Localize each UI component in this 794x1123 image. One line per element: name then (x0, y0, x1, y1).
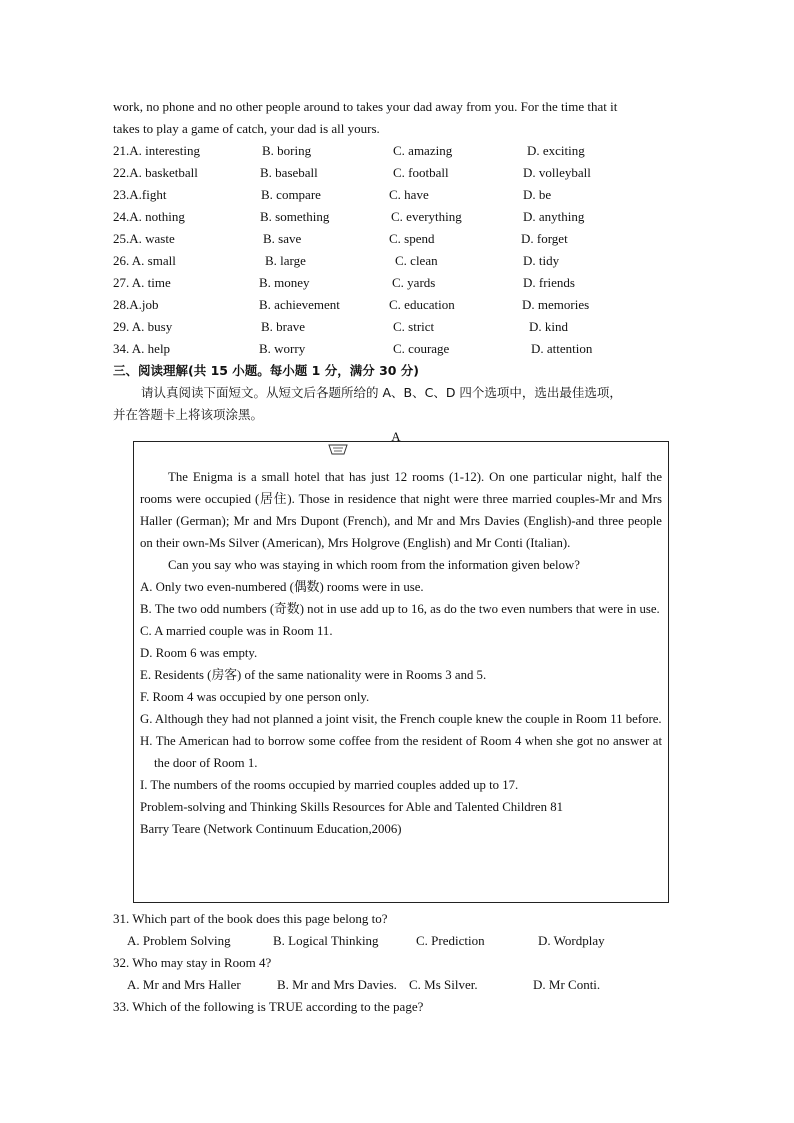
cloze-row (113, 228, 683, 250)
option-b: B. baseball (260, 165, 318, 180)
clue-item: H. The American had to borrow some coffee from the resident of Room 4 when she got no answer at the door of Room 1. (140, 734, 662, 770)
option-c: C. spend (389, 231, 435, 246)
answer-d: D. Wordplay (538, 933, 605, 948)
answer-b: B. Logical Thinking (273, 933, 379, 948)
clue-item: C. A married couple was in Room 11. (140, 624, 333, 638)
option-b: B. compare (261, 187, 321, 202)
option-c: C. football (393, 165, 449, 180)
passage-paragraph: The Enigma is a small hotel that has just 12 rooms (1-12). On one particular night, half the rooms were occupied (居住). Those in residence that night were three married couples-Mr and Mrs Haller (German); Mr and Mrs Dupont (French), and Mr and Mrs Davies (English)-and three people on their own-Ms Silver (American), Mrs Holgrove (English) and Mr Conti (Italian). (140, 470, 662, 550)
answer-a: A. Problem Solving (127, 933, 231, 948)
clue-item: A. Only two even-numbered (偶数) rooms were in use. (140, 580, 424, 594)
option-a: 23.A.fight (113, 187, 167, 202)
answer-c: C. Ms Silver. (409, 977, 478, 992)
intro-line: work, no phone and no other people around to takes your dad away from you. For the time that it (113, 99, 618, 114)
cloze-row (113, 184, 683, 206)
questions (113, 908, 683, 1018)
clue-item: I. The numbers of the rooms occupied by married couples added up to 17. (140, 778, 519, 792)
passage-source: Problem-solving and Thinking Skills Resources for Able and Talented Children 81 (140, 800, 564, 814)
option-d: D. be (523, 187, 552, 202)
section-instruction: 请认真阅读下面短文。从短文后各题所给的 A、B、C、D 四个选项中，选出最佳选项， (141, 385, 622, 400)
option-d: D. anything (523, 209, 585, 224)
document-page (113, 96, 683, 448)
answer-b: B. Mr and Mrs Davies. (277, 977, 397, 992)
option-d: D. attention (531, 341, 593, 356)
option-b: B. achievement (259, 297, 340, 312)
option-c: C. strict (393, 319, 435, 334)
option-c: C. amazing (393, 143, 453, 158)
option-c: C. education (389, 297, 455, 312)
option-b: B. large (265, 253, 306, 268)
intro-line: takes to play a game of catch, your dad is all yours. (113, 121, 380, 136)
option-d: D. friends (523, 275, 575, 290)
option-d: D. kind (529, 319, 568, 334)
option-b: B. money (259, 275, 310, 290)
option-a: 24.A. nothing (113, 209, 185, 224)
cloze-row (113, 206, 683, 228)
question-stem: 33. Which of the following is TRUE according to the page? (113, 999, 424, 1014)
cloze-row (113, 294, 683, 316)
clue-item: E. Residents (房客) of the same nationality were in Rooms 3 and 5. (140, 668, 487, 682)
cloze-row (113, 250, 683, 272)
passage-label: A (391, 429, 401, 444)
cloze-row (113, 162, 683, 184)
option-c: C. clean (395, 253, 438, 268)
answer-row (113, 930, 683, 952)
clue-item: D. Room 6 was empty. (140, 646, 258, 660)
passage-content (140, 466, 662, 840)
cloze-options (113, 140, 683, 360)
option-c: C. have (389, 187, 429, 202)
passage-source: Barry Teare (Network Continuum Education,2006) (140, 822, 402, 836)
section-title: 三、阅读理解(共 15 小题。每小题 1 分，满分 30 分) (113, 363, 420, 378)
option-a: 28.A.job (113, 297, 159, 312)
cloze-row (113, 272, 683, 294)
option-a: 29. A. busy (113, 319, 173, 334)
question-stem: 32. Who may stay in Room 4? (113, 955, 272, 970)
option-d: D. memories (522, 297, 590, 312)
answer-a: A. Mr and Mrs Haller (127, 977, 241, 992)
option-a: 22.A. basketball (113, 165, 198, 180)
passage-box (133, 441, 669, 903)
option-c: C. yards (392, 275, 436, 290)
option-c: C. courage (393, 341, 450, 356)
answer-c: C. Prediction (416, 933, 485, 948)
option-d: D. forget (521, 231, 568, 246)
option-d: D. tidy (523, 253, 560, 268)
option-b: B. brave (261, 319, 306, 334)
option-b: B. boring (262, 143, 312, 158)
clue-item: B. The two odd numbers (奇数) not in use add up to 16, as do the two even numbers that were in use. (140, 602, 660, 616)
option-b: B. something (260, 209, 330, 224)
option-b: B. worry (259, 341, 306, 356)
option-b: B. save (263, 231, 302, 246)
option-d: D. volleyball (523, 165, 591, 180)
section-instruction: 并在答题卡上将该项涂黑。 (113, 407, 264, 422)
option-a: 26. A. small (113, 253, 176, 268)
question-stem: 31. Which part of the book does this page belong to? (113, 911, 388, 926)
option-d: D. exciting (527, 143, 585, 158)
cloze-row (113, 140, 683, 162)
answer-d: D. Mr Conti. (533, 977, 601, 992)
option-c: C. everything (391, 209, 462, 224)
option-a: 27. A. time (113, 275, 171, 290)
option-a: 25.A. waste (113, 231, 175, 246)
option-a: 21.A. interesting (113, 143, 201, 158)
option-a: 34. A. help (113, 341, 171, 356)
passage-paragraph: Can you say who was staying in which room from the information given below? (168, 558, 580, 572)
cloze-row (113, 316, 683, 338)
clue-item: F. Room 4 was occupied by one person only. (140, 690, 370, 704)
cloze-row (113, 338, 683, 360)
answer-row (113, 974, 683, 996)
clue-item: G. Although they had not planned a joint visit, the French couple knew the couple in Room 11 before. (140, 712, 662, 726)
